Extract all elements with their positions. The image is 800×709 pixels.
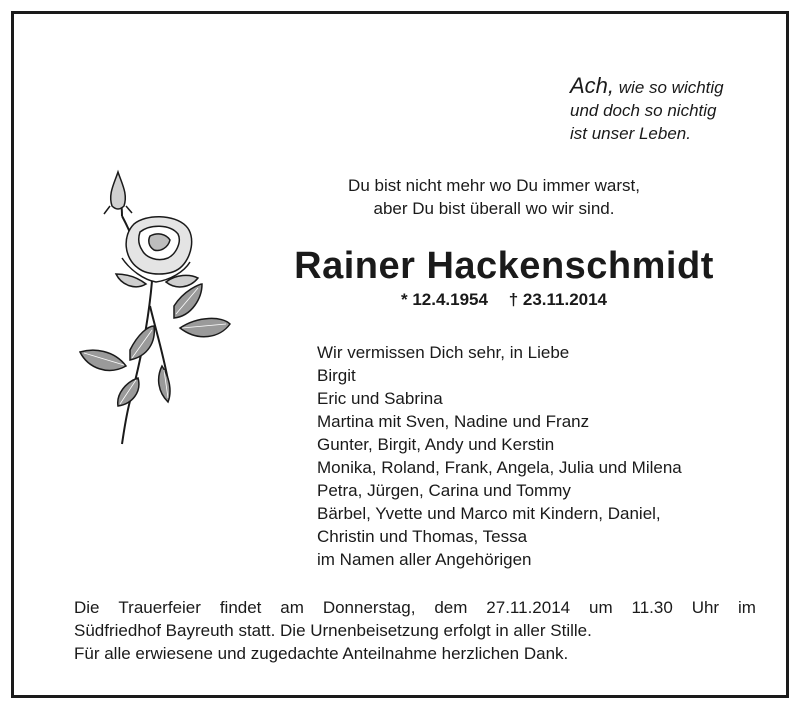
mourners-line: Eric und Sabrina bbox=[317, 389, 443, 408]
mourners-line: Petra, Jürgen, Carina und Tommy bbox=[317, 481, 571, 500]
birth-date: * 12.4.1954 bbox=[400, 290, 488, 309]
obituary-card bbox=[11, 11, 789, 698]
quote-line-2: und doch so nichtig bbox=[570, 101, 717, 120]
life-dates bbox=[254, 290, 754, 310]
quote-line-3: ist unser Leben. bbox=[570, 124, 691, 143]
motto-line-2: aber Du bist überall wo wir sind. bbox=[373, 199, 615, 218]
mourners-line: Martina mit Sven, Nadine und Franz bbox=[317, 412, 590, 431]
mourners-line: Wir vermissen Dich sehr, in Liebe bbox=[317, 343, 570, 362]
mourners-list bbox=[317, 341, 682, 571]
mourners-line: Monika, Roland, Frank, Angela, Julia und Milena bbox=[317, 458, 682, 477]
mourners-line: Christin und Thomas, Tessa bbox=[317, 527, 528, 546]
mourners-line: Bärbel, Yvette und Marco mit Kindern, Daniel, bbox=[317, 504, 661, 523]
deceased-name: Rainer Hackenschmidt bbox=[294, 245, 714, 287]
quote-line-1: wie so wichtig bbox=[618, 78, 724, 97]
funeral-notice-line-2: Südfriedhof Bayreuth statt. Die Urnenbeisetzung erfolgt in aller Stille. bbox=[74, 621, 592, 640]
death-date: † 23.11.2014 bbox=[508, 290, 608, 309]
rose-icon bbox=[74, 166, 239, 446]
funeral-notice-line-1: Die Trauerfeier findet am Donnerstag, dem 27.11.2014 um 11.30 Uhr im bbox=[74, 598, 756, 617]
motto-line-1: Du bist nicht mehr wo Du immer warst, bbox=[348, 176, 640, 195]
motto bbox=[264, 174, 724, 220]
mourners-line: Birgit bbox=[317, 366, 356, 385]
funeral-notice bbox=[74, 596, 756, 665]
mourners-line: im Namen aller Angehörigen bbox=[317, 550, 532, 569]
quote-first-word: Ach, bbox=[570, 73, 615, 98]
quote bbox=[570, 74, 724, 145]
thanks-line: Für alle erwiesene und zugedachte Anteilnahme herzlichen Dank. bbox=[74, 644, 569, 663]
mourners-line: Gunter, Birgit, Andy und Kerstin bbox=[317, 435, 555, 454]
